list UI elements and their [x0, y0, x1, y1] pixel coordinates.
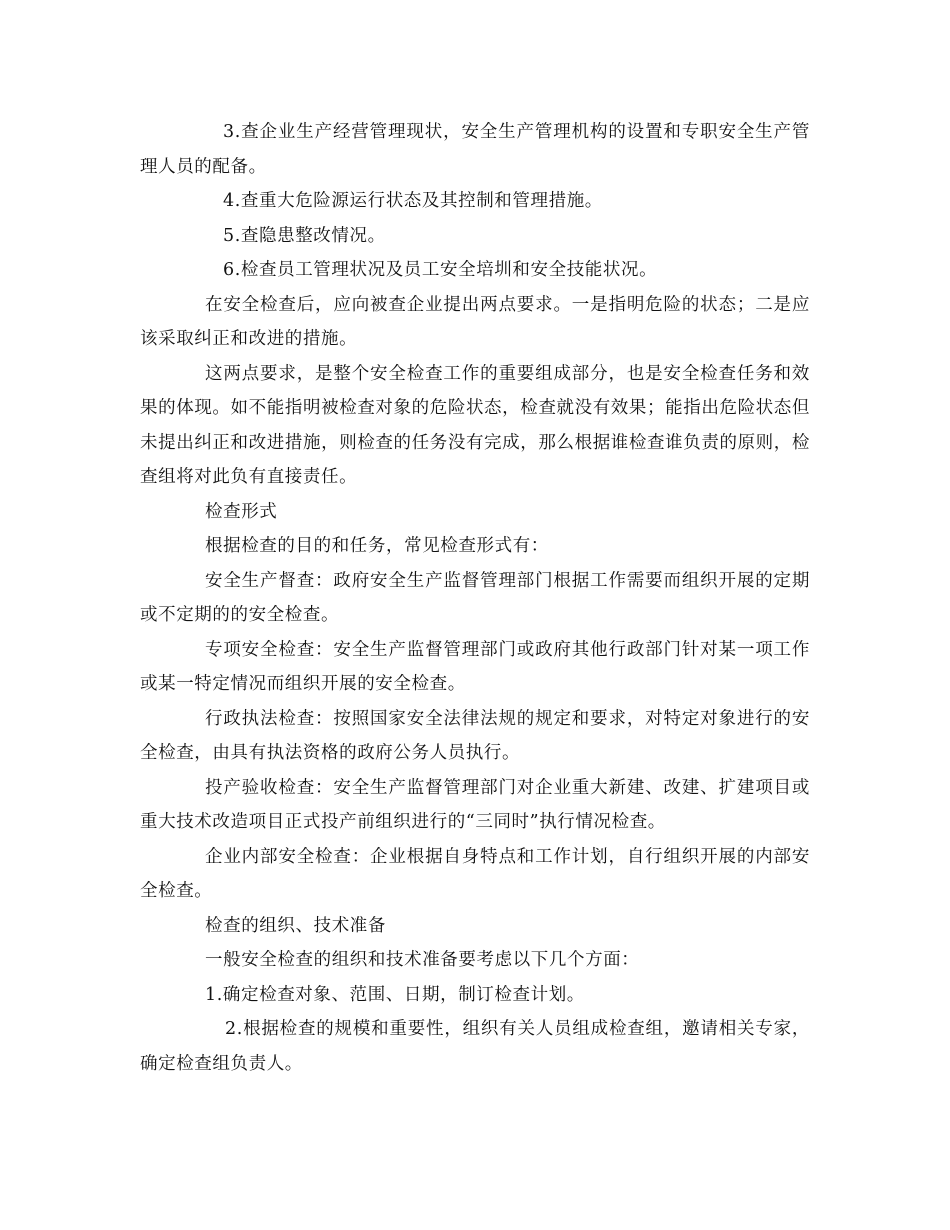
paragraph-explanation: 这两点要求，是整个安全检查工作的重要组成部分，也是安全检查任务和效果的体现。如不能指明被检查对象的危险状态，检查就没有效果；能指出危险状态但未提出纠正和改进措施，则检查的任务没有完成，那么根据谁检查谁负责的原则，检查组将对此负有直接责任。 [140, 363, 810, 487]
paragraph-item-6: 6.检查员工管理状况及员工安全培圳和安全技能状况。 [223, 260, 658, 280]
paragraph-preparation-intro: 一般安全检查的组织和技术准备要考虑以下几个方面： [205, 950, 640, 970]
paragraph-internal: 企业内部安全检查：企业根据自身特点和工作计划，自行组织开展的内部安全检查。 [140, 846, 810, 901]
paragraph-supervision: 安全生产督查：政府安全生产监督管理部门根据工作需要而组织开展的定期或不定期的的安全检查。 [140, 570, 810, 625]
paragraph-acceptance: 投产验收检查：安全生产监督管理部门对企业重大新建、改建、扩建项目或重大技术改造项目正式投产前组织进行的“三同时”执行情况检查。 [140, 777, 810, 832]
section-heading-preparation: 检查的组织、技术准备 [205, 915, 386, 936]
paragraph-item-1: 1.确定检查对象、范围、日期，制订检查计划。 [205, 984, 585, 1005]
paragraph-item-2: 2.根据检查的规模和重要性，组织有关人员组成检查组，邀请相关专家，确定检查组负责人。 [140, 1019, 810, 1074]
section-heading-forms: 检查形式 [205, 501, 278, 522]
paragraph-forms-intro: 根据检查的目的和任务，常见检查形式有： [205, 536, 549, 556]
paragraph-item-5: 5.查隐患整改情况。 [223, 225, 386, 246]
document-body [140, 115, 810, 1081]
paragraph-law-enforcement: 行政执法检查：按照国家安全法律法规的规定和要求，对特定对象进行的安全检查，由具有执法资格的政府公务人员执行。 [140, 708, 810, 763]
paragraph-requirements: 在安全检查后，应向被查企业提出两点要求。一是指明危险的状态；二是应该采取纠正和改进的措施。 [140, 294, 810, 349]
paragraph-item-3: 3.查企业生产经营管理现状，安全生产管理机构的设置和专职安全生产管理人员的配备。 [140, 122, 810, 177]
paragraph-item-4: 4.查重大危险源运行状态及其控制和管理措施。 [223, 191, 603, 211]
paragraph-special-inspection: 专项安全检查：安全生产监督管理部门或政府其他行政部门针对某一项工作或某一特定情况而组织开展的安全检查。 [140, 639, 810, 694]
